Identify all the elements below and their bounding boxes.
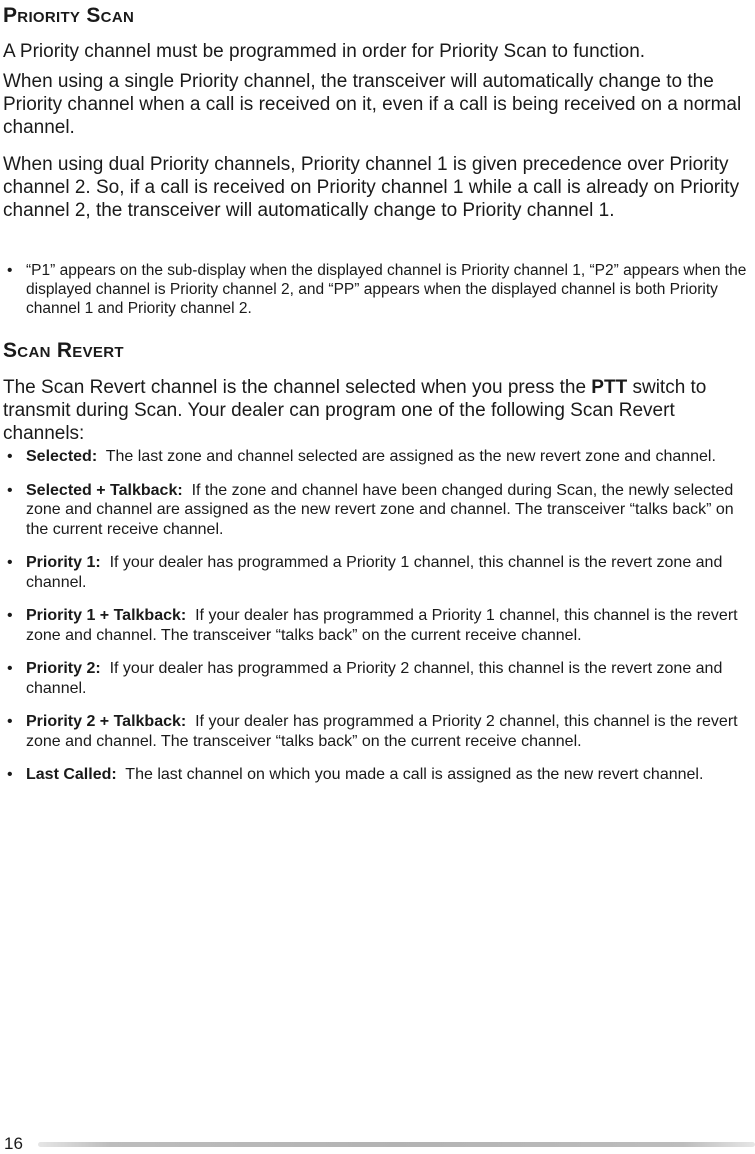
bullet-glyph: • <box>7 660 13 677</box>
priority-scan-note-list <box>3 261 755 318</box>
priority-scan-paragraph-1: A Priority channel must be programmed in order for Priority Scan to function. <box>3 41 646 62</box>
revert-option-selected <box>3 447 755 467</box>
footer-rule <box>38 1142 755 1147</box>
revert-option-term: Selected: <box>26 448 98 465</box>
revert-option-text: If the zone and channel have been changed during Scan, the newly selected zone and channel are assigned as the new revert zone and channel. The transceiver “talks back” on the current receive channel. <box>26 481 734 538</box>
priority-scan-note <box>3 261 755 318</box>
revert-option-term: Priority 2 + Talkback: <box>26 713 187 730</box>
bullet-glyph: • <box>7 481 13 499</box>
scan-revert-intro-after: switch to transmit during Scan. Your dealer can program one of the following Scan Revert channels: <box>3 377 707 444</box>
scan-revert-intro <box>3 376 755 445</box>
revert-option-last-called <box>3 765 755 785</box>
revert-option-text: If your dealer has programmed a Priority 2 channel, this channel is the revert zone and channel. The transceiver “talks back” on the current receive channel. <box>26 713 738 750</box>
revert-option-priority-1 <box>3 553 755 592</box>
page-footer <box>0 1130 755 1153</box>
ptt-key-label: PTT <box>591 377 628 398</box>
priority-scan-note-text: “P1” appears on the sub-display when the displayed channel is Priority channel 1, “P2” appears when the displayed channel is Priority channel 2, and “PP” appears when the displayed channel is both Priority channel 1 and Priority channel 2. <box>26 262 747 317</box>
priority-scan-paragraph-3: When using dual Priority channels, Priority channel 1 is given precedence over Priority channel 2. So, if a call is received on Priority channel 1 while a call is already on Priority channel 2, the transceiver will automatically change to Priority channel 1. <box>3 154 740 221</box>
bullet-glyph: • <box>7 262 13 279</box>
revert-option-priority-2-talkback <box>3 712 755 751</box>
scan-revert-heading: Scan Revert <box>3 339 124 362</box>
revert-option-term: Selected + Talkback: <box>26 481 183 499</box>
scan-revert-options-list <box>3 447 755 799</box>
revert-option-text: The last channel on which you made a call is assigned as the new revert channel. <box>125 766 704 783</box>
bullet-glyph: • <box>7 766 13 783</box>
priority-scan-paragraph-2: When using a single Priority channel, the transceiver will automatically change to the Priority channel when a call is received on it, even if a call is being received on a normal channel. <box>3 71 742 138</box>
revert-option-text: If your dealer has programmed a Priority 2 channel, this channel is the revert zone and channel. <box>26 660 723 697</box>
scan-revert-intro-before: The Scan Revert channel is the channel selected when you press the <box>3 377 592 398</box>
bullet-glyph: • <box>7 448 13 465</box>
revert-option-text: If your dealer has programmed a Priority 1 channel, this channel is the revert zone and channel. The transceiver “talks back” on the current receive channel. <box>26 607 738 644</box>
bullet-glyph: • <box>7 607 13 624</box>
bullet-glyph: • <box>7 554 13 571</box>
revert-option-term: Last Called: <box>26 766 117 783</box>
revert-option-term: Priority 2: <box>26 660 101 677</box>
revert-option-term: Priority 1: <box>26 554 101 571</box>
revert-option-priority-2 <box>3 659 755 698</box>
revert-option-term: Priority 1 + Talkback: <box>26 607 187 624</box>
revert-option-selected-talkback <box>3 481 755 540</box>
bullet-glyph: • <box>7 713 13 730</box>
revert-option-priority-1-talkback <box>3 606 755 645</box>
page-number: 16 <box>4 1134 23 1153</box>
revert-option-text: The last zone and channel selected are assigned as the new revert zone and channel. <box>105 448 716 465</box>
revert-option-text: If your dealer has programmed a Priority 1 channel, this channel is the revert zone and channel. <box>26 554 723 591</box>
priority-scan-heading: Priority Scan <box>3 4 135 27</box>
